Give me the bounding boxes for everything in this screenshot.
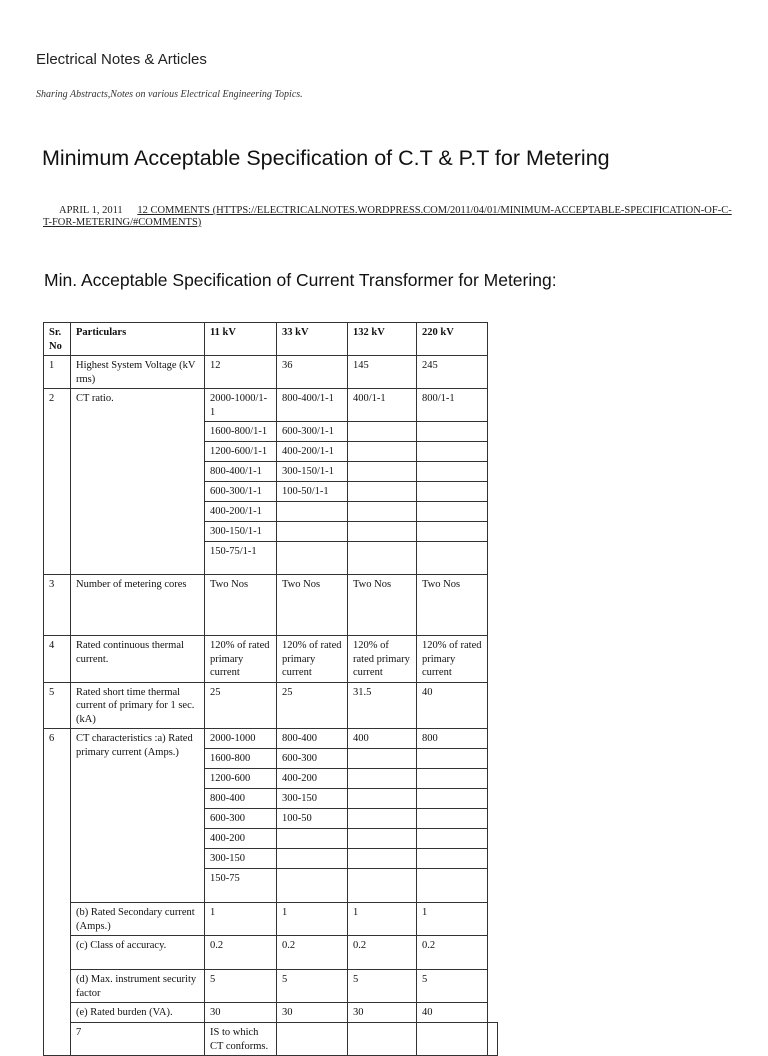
table-cell [277, 542, 348, 575]
table-cell [417, 789, 488, 809]
table-cell: Two Nos [348, 575, 417, 636]
table-cell: 30 [348, 1003, 417, 1023]
table-cell: 30 [205, 1003, 277, 1023]
table-cell: 800 [417, 729, 488, 749]
table-row [44, 682, 498, 729]
table-cell [417, 1023, 488, 1056]
table-cell: 800-400/1-1 [277, 389, 348, 422]
table-cell: 5 [44, 682, 71, 729]
table-cell: 150-75/1-1 [205, 542, 277, 575]
table-cell: 600-300 [277, 749, 348, 769]
table-cell: 40 [417, 1003, 488, 1023]
table-cell: Two Nos [205, 575, 277, 636]
table-cell [348, 442, 417, 462]
site-tagline: Sharing Abstracts,Notes on various Electrical Engineering Topics. [36, 89, 303, 100]
table-cell: 1200-600 [205, 769, 277, 789]
table-row [44, 970, 498, 1003]
table-cell [417, 422, 488, 442]
table-cell: (e) Rated burden (VA). [71, 1003, 205, 1023]
column-header: 132 kV [348, 323, 417, 356]
table-cell: 5 [277, 970, 348, 1003]
table-cell: 2000-1000/1-1 [205, 389, 277, 422]
post-meta [43, 205, 733, 229]
table-cell: 1 [277, 903, 348, 936]
table-cell: 0.2 [348, 936, 417, 970]
table-cell [277, 829, 348, 849]
table-cell: 6 [44, 729, 71, 1056]
table-cell: 36 [277, 356, 348, 389]
table-cell: CT ratio. [71, 389, 205, 575]
table-row [44, 729, 498, 749]
column-header: 33 kV [277, 323, 348, 356]
table-cell: 600-300/1-1 [205, 482, 277, 502]
table-cell: (c) Class of accuracy. [71, 936, 205, 970]
ct-spec-table [43, 322, 498, 1056]
table-cell: 150-75 [205, 869, 277, 903]
table-cell: 120% of rated primary current [417, 636, 488, 683]
table-cell [417, 829, 488, 849]
table-cell: 2 [44, 389, 71, 575]
table-cell: 5 [205, 970, 277, 1003]
table-cell: 4 [44, 636, 71, 683]
table-cell: Number of metering cores [71, 575, 205, 636]
table-cell: 100-50 [277, 809, 348, 829]
table-row [44, 389, 498, 422]
table-cell: 12 [205, 356, 277, 389]
table-cell [348, 542, 417, 575]
table-cell [348, 809, 417, 829]
table-cell [277, 869, 348, 903]
table-cell [417, 502, 488, 522]
section-heading: Min. Acceptable Specification of Current Transformer for Metering: [44, 270, 557, 290]
table-cell [488, 1023, 498, 1056]
table-cell [348, 789, 417, 809]
table-cell [417, 809, 488, 829]
table-cell [348, 482, 417, 502]
table-cell [348, 849, 417, 869]
table-cell: 400/1-1 [348, 389, 417, 422]
table-cell: 25 [277, 682, 348, 729]
table-cell [417, 869, 488, 903]
table-cell: 40 [417, 682, 488, 729]
table-cell: 300-150 [205, 849, 277, 869]
table-cell: 0.2 [417, 936, 488, 970]
table-cell: 245 [417, 356, 488, 389]
table-cell [277, 1023, 348, 1056]
table-cell: 400 [348, 729, 417, 749]
table-row [44, 903, 498, 936]
column-header: Particulars [71, 323, 205, 356]
table-row [44, 636, 498, 683]
table-cell: Rated short time thermal current of primary for 1 sec. (kA) [71, 682, 205, 729]
table-cell: (b) Rated Secondary current (Amps.) [71, 903, 205, 936]
table-cell: 120% of rated primary current [205, 636, 277, 683]
table-cell [348, 749, 417, 769]
table-cell [277, 502, 348, 522]
table-cell [277, 849, 348, 869]
site-title[interactable]: Electrical Notes & Articles [36, 51, 207, 68]
table-cell [348, 869, 417, 903]
table-header-row [44, 323, 498, 356]
table-cell [417, 769, 488, 789]
table-cell: 1 [348, 903, 417, 936]
table-cell: 800/1-1 [417, 389, 488, 422]
table-cell: 0.2 [205, 936, 277, 970]
table-cell: 1 [44, 356, 71, 389]
table-cell [417, 749, 488, 769]
table-cell [348, 462, 417, 482]
table-cell: 400-200 [205, 829, 277, 849]
table-cell: 0.2 [277, 936, 348, 970]
table-cell [417, 849, 488, 869]
table-row [44, 575, 498, 636]
table-row [44, 1003, 498, 1023]
table-cell: 1 [417, 903, 488, 936]
table-cell [277, 522, 348, 542]
table-cell: 1 [205, 903, 277, 936]
table-cell: 600-300/1-1 [277, 422, 348, 442]
table-cell [348, 422, 417, 442]
table-cell [348, 829, 417, 849]
column-header: 11 kV [205, 323, 277, 356]
table-cell [417, 482, 488, 502]
column-header: 220 kV [417, 323, 488, 356]
table-cell: 300-150 [277, 789, 348, 809]
table-cell: 600-300 [205, 809, 277, 829]
table-cell [417, 442, 488, 462]
table-cell [348, 769, 417, 789]
table-cell [348, 1023, 417, 1056]
table-cell: 300-150/1-1 [205, 522, 277, 542]
table-cell: 100-50/1-1 [277, 482, 348, 502]
table-body [44, 356, 498, 1056]
table-cell: 800-400 [205, 789, 277, 809]
table-cell: IS to which CT conforms. [205, 1023, 277, 1056]
table-cell: 120% of rated primary current [277, 636, 348, 683]
table-cell: 120% of rated primary current [348, 636, 417, 683]
post-date: APRIL 1, 2011 [59, 205, 123, 216]
table-row [44, 356, 498, 389]
table-cell: (d) Max. instrument security factor [71, 970, 205, 1003]
table-cell [348, 502, 417, 522]
table-cell: 1200-600/1-1 [205, 442, 277, 462]
table-cell: 800-400/1-1 [205, 462, 277, 482]
table-cell [417, 462, 488, 482]
table-cell: 400-200 [277, 769, 348, 789]
table-cell: 400-200/1-1 [205, 502, 277, 522]
table-cell: 5 [417, 970, 488, 1003]
table-cell: CT characteristics :a) Rated primary current (Amps.) [71, 729, 205, 903]
table-cell: 30 [277, 1003, 348, 1023]
table-cell: 1600-800/1-1 [205, 422, 277, 442]
table-row [44, 1023, 498, 1056]
comments-link[interactable]: 12 COMMENTS (HTTPS://ELECTRICALNOTES.WORDPRESS.COM/2011/04/01/MINIMUM-ACCEPTABLE-SPECIFICATION-OF-C-T-FOR-METERING/#COMMENTS) [43, 205, 732, 228]
table-row [44, 936, 498, 970]
table-cell: Two Nos [277, 575, 348, 636]
table-cell: 3 [44, 575, 71, 636]
column-header: Sr. No [44, 323, 71, 356]
table-cell: Rated continuous thermal current. [71, 636, 205, 683]
table-cell: 5 [348, 970, 417, 1003]
table-cell: 25 [205, 682, 277, 729]
table-cell: 300-150/1-1 [277, 462, 348, 482]
table-cell: Two Nos [417, 575, 488, 636]
table-cell: 145 [348, 356, 417, 389]
table-cell: 7 [71, 1023, 205, 1056]
table-cell [348, 522, 417, 542]
table-cell [417, 542, 488, 575]
table-cell [417, 522, 488, 542]
table-cell: 2000-1000 [205, 729, 277, 749]
table-cell: 31.5 [348, 682, 417, 729]
table-cell: 400-200/1-1 [277, 442, 348, 462]
table-cell: Highest System Voltage (kV rms) [71, 356, 205, 389]
table-cell: 1600-800 [205, 749, 277, 769]
post-title: Minimum Acceptable Specification of C.T & P.T for Metering [42, 146, 610, 170]
table-cell: 800-400 [277, 729, 348, 749]
